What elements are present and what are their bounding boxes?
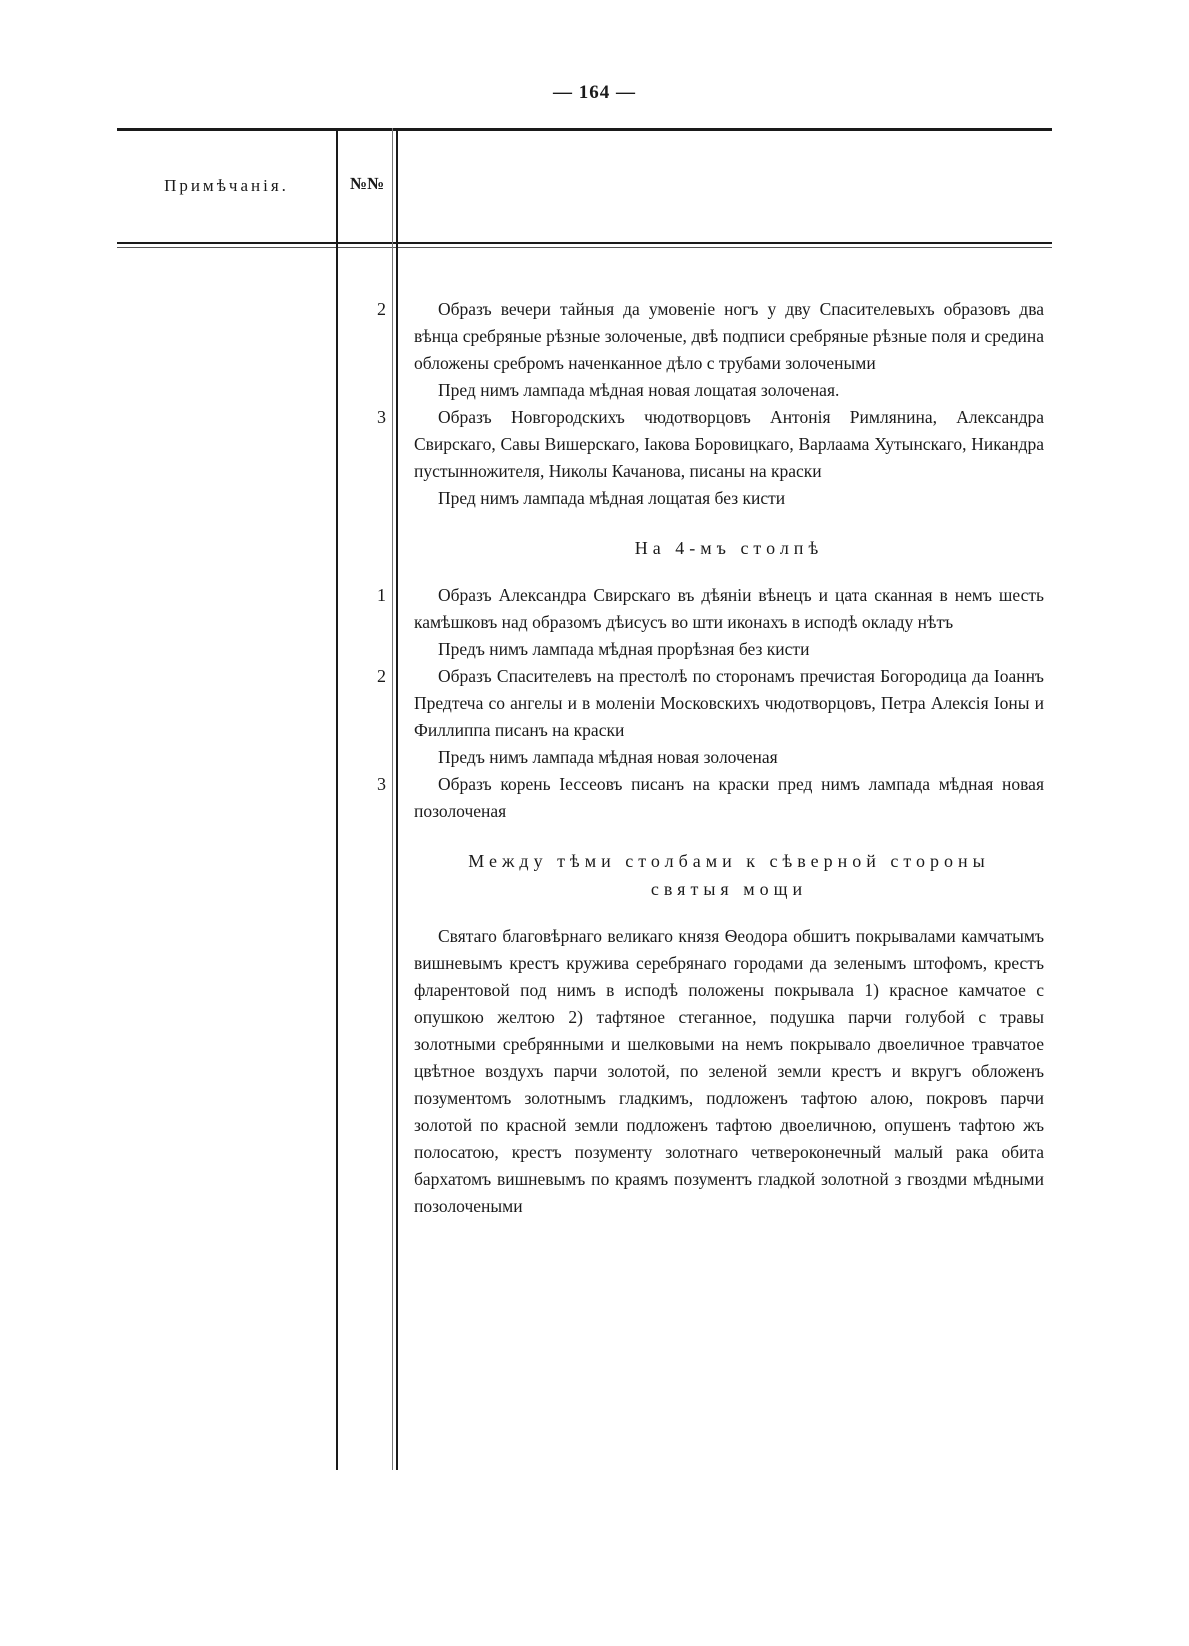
entry-number: 3	[377, 774, 386, 794]
entry-paragraph: Образъ корень Іессеовъ писанъ на краски пред нимъ лампада мѣдная новая позолоченая	[414, 774, 1044, 821]
entry-paragraph: Предъ нимъ лампада мѣдная прорѣзная без кисти	[438, 639, 810, 659]
entry-text	[414, 404, 1044, 512]
inventory-body	[338, 296, 1052, 1220]
entry-number: 3	[377, 407, 386, 427]
entry-paragraph: Образъ Александра Свирскаго въ дѣяніи вѣнецъ и цата сканная в немъ шесть камѣшковъ над образомъ дѣисусъ во шти иконахъ в исподѣ окладу нѣтъ	[414, 585, 1044, 632]
pillar-4-entry-2	[338, 663, 1052, 771]
relics-paragraph: Святаго благовѣрнаго великаго князя Ѳеодора обшитъ покрывалами камчатымъ вишневымъ крестъ кружива серебрянаго городами да зеленымъ штофомъ, крестъ фларентовой под нимъ в исподѣ положены покрывала 1) красное камчатое с опушкою желтою 2) тафтяное стеганное, подушка парчи голубой с травы золотными сребрянными и шелковыми на немъ покрывало двоеличное травчатое цвѣтное воздухъ парчи золотой, по зеленой земли крестъ и вкругъ обложенъ позументомъ золотнымъ гладкимъ, подложенъ тафтою алою, покровъ парчи золотой по красной земли подложенъ тафтою двоеличною, опушенъ тафтою жъ полосатою, крестъ позументу золотнаго четвероконечный малый рака обита бархатомъ вишневымъ по краямъ позументъ гладкой золотной з гвоздми мѣдными позолочеными	[414, 926, 1044, 1216]
page-number: — 164 —	[553, 82, 636, 103]
section-title-relics-line-2: святыя мощи	[650, 879, 808, 899]
relics-description	[414, 923, 1044, 1220]
header-rule-thin	[117, 247, 1052, 248]
entry-3	[338, 404, 1052, 512]
notes-column-header: Примѣчанія.	[164, 176, 289, 195]
entry-paragraph: Пред нимъ лампада мѣдная лощатая без кисти	[438, 488, 786, 508]
section-title-relics-line-1: Между тѣми столбами к сѣверной стороны	[468, 851, 990, 871]
entry-2	[338, 296, 1052, 404]
header-rule	[117, 242, 1052, 244]
numbers-column-header: №№	[349, 174, 385, 193]
entry-text	[414, 771, 1044, 825]
entry-number: 1	[377, 585, 386, 605]
pillar-4-entry-3	[338, 771, 1052, 825]
entry-paragraph: Пред нимъ лампада мѣдная новая лощатая золоченая.	[438, 380, 840, 400]
entry-text	[414, 663, 1044, 771]
entry-number: 2	[377, 299, 386, 319]
entry-number: 2	[377, 666, 386, 686]
entry-text	[414, 582, 1044, 663]
entry-text	[414, 296, 1044, 404]
entry-paragraph: Предъ нимъ лампада мѣдная новая золоченая	[438, 747, 778, 767]
section-title-pillar-4: На 4-мъ столпѣ	[634, 538, 824, 558]
entry-paragraph: Образъ Спасителевъ на престолѣ по сторонамъ пречистая Богородица да Іоаннъ Предтеча со ангелы и в моленіи Московскихъ чюдотворцовъ, Петра Алексія Іоны и Филлиппа писанъ на краски	[414, 666, 1044, 740]
top-rule	[117, 128, 1052, 131]
pillar-4-entry-1	[338, 582, 1052, 663]
entry-paragraph: Образъ вечери тайныя да умовеніе ногъ у дву Спасителевыхъ образовъ два вѣнца сребряные рѣзные золоченые, двѣ подписи сребряные рѣзные поля и средина обложены сребромъ наченканное дѣло с трубами золочеными	[414, 299, 1044, 373]
entry-paragraph: Образъ Новгородскихъ чюдотворцовъ Антонія Римлянина, Александра Свирскаго, Савы Вишерскаго, Іакова Боровицкаго, Варлаама Хутынскаго, Никандра пустынножителя, Николы Качанова, писаны на краски	[414, 407, 1044, 481]
